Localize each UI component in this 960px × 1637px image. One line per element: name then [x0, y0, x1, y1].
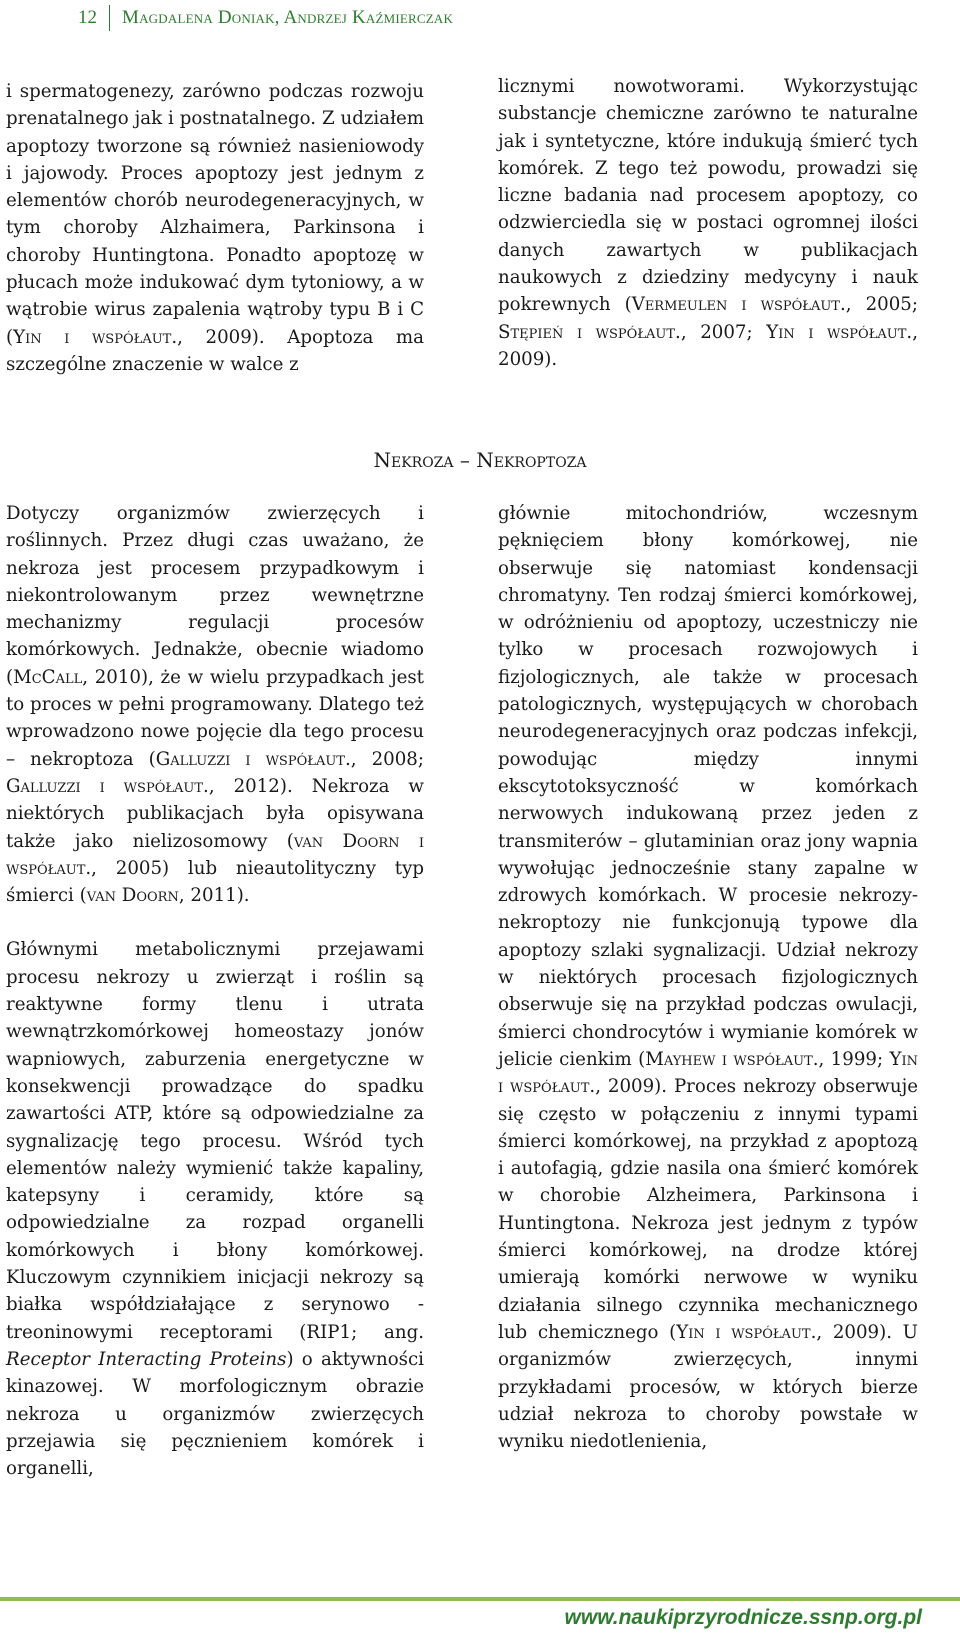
top-left-column [6, 78, 424, 378]
paragraph: licznymi nowotworami. Wykorzystując substancje chemiczne zarówno te naturalne jak i syntetyczne, które indukują śmierć tych komórek. Z tego też powodu, prowadzi się liczne badania nad procesem apoptozy, co odzwierciedla się w postaci ogromnej ilości danych zawartych w publikacjach naukowych z dziedziny medycyny i nauk pokrewnych (Vermeulen i współaut., 2005; Stępień i współaut., 2007; Yin i współaut., 2009). [498, 76, 919, 370]
citation: Yin i współaut. [766, 321, 913, 343]
bottom-left-column [6, 500, 424, 1482]
paragraph: Głównymi metabolicznymi przejawami procesu nekrozy u zwierząt i roślin są reaktywne formy tlenu i utrata wewnątrzkomórkowej homeostazy jonów wapniowych, zaburzenia energetyczne w konsekwencji prowadzące do spadku zawartości ATP, które są odpowiedzialne za sygnalizację tego procesu. Wśród tych elementów należy wymienić także kapaliny, katepsyny i ceramidy, które są odpowiedzialne za rozpad organelli komórkowych i błony komórkowej. Kluczowym czynnikiem inicjacji nekrozy są białka współdziałające z serynowo - treoninowymi receptorami (RIP1; ang. Receptor Interacting Proteins) o aktywności kinazowej. W morfologicznym obrazie nekroza u organizmów zwierzęcych przejawia się pęcznieniem komórek i organelli, [6, 939, 424, 1480]
citation: van Doorn i współaut. [6, 830, 424, 879]
citation: Yin i współaut. [676, 1321, 817, 1343]
page-number: 12 [78, 5, 110, 31]
footer-divider [0, 1597, 960, 1601]
running-header [78, 2, 453, 34]
citation: Galluzzi i współaut. [155, 748, 351, 770]
bottom-right-column [498, 500, 918, 1455]
citation: Yin i współaut. [498, 1048, 919, 1098]
paragraph: głównie mitochondriów, wczesnym pęknięciem błony komórkowej, nie obserwuje się natomiast kondensacji chromatyny. Ten rodzaj śmierci komórkowej, w odróżnieniu od apoptozy, uczestniczy nie tylko w procesach rozwojowych i fizjologicznych, ale także w procesach patologicznych, występujących w chorobach neurodegeneracyjnych oraz podczas infekcji, powodując między innymi ekscytotoksyczność w komórkach nerwowych indukowaną przez jeden z transmiterów – glutaminian oraz jony wapnia wywołując jednocześnie stany zapalne w zdrowych komórkach. W procesie nekrozy-nekroptozy nie funkcjonują typowe dla apoptozy szlaki sygnalizacji. Udział nekrozy w niektórych procesach fizjologicznych obserwuje się na przykład podczas owulacji, śmierci chondrocytów i wymianie komórek w jelicie cienkim (Mayhew i współaut., 1999; Yin i współaut., 2009). Proces nekrozy obserwuje się często w połączeniu z innymi typami śmierci komórkowej, na przykład z apoptozą i autofagią, gdzie nasila ona śmierć komórek w chorobie Alzheimera, Parkinsona i Huntingtona. Nekroza jest jednym z typów śmierci komórkowej, na drodze której umierają komórki nerwowe w wyniku działania silnego czynnika mechanicznego lub chemicznego (Yin i współaut., 2009). U organizmów zwierzęcych, innymi przykładami procesów, w których bierze udział nekroza to choroby powstałe w wyniku niedotlenienia, [498, 503, 919, 1453]
paragraph: i spermatogenezy, zarówno podczas rozwoju prenatalnego jak i postnatalnego. Z udziałem apoptozy tworzone są również nasieniowody i jajowody. Proces apoptozy jest jednym z elementów chorób neurodegeneracyjnych, w tym choroby Alzhaimera, Parkinsona i choroby Huntingtona. Ponadto apoptozę w płucach może indukować dym tytoniowy, a w wątrobie wirus zapalenia wątroby typu B i C (Yin i współaut., 2009). Apoptoza ma szczególne znaczenie w walce z [6, 81, 424, 375]
citation: van Doorn [86, 885, 179, 907]
citation: Stępień i współaut. [498, 321, 681, 343]
section-heading: Nekroza – Nekroptoza [373, 448, 587, 472]
top-right-column [498, 73, 918, 373]
header-authors: Magdalena Doniak, Andrzej Kaźmierczak [122, 7, 454, 28]
citation: Mayhew i współaut. [645, 1048, 819, 1070]
citation: Yin i współaut. [13, 326, 178, 348]
citation: Galluzzi i współaut. [6, 775, 209, 797]
italic-term: Receptor Interacting Proteins [6, 1348, 287, 1370]
citation: McCall [13, 666, 83, 688]
footer-url[interactable]: www.naukiprzyrodnicze.ssnp.org.pl [564, 1606, 922, 1629]
paragraph: Dotyczy organizmów zwierzęcych i roślinnych. Przez długi czas uważano, że nekroza jest procesem przypadkowym i niekontrolowanym przez wewnętrzne mechanizmy regulacji procesów komórkowych. Jednakże, obecnie wiadomo (McCall, 2010), że w wielu przypadkach jest to proces w pełni programowany. Dlatego też wprowadzono nowe pojęcie dla tego procesu – nekroptoza (Galluzzi i współaut., 2008; Galluzzi i współaut., 2012). Nekroza w niektórych publikacjach była opisywana także jako nielizosomowy (van Doorn i współaut., 2005) lub nieautolityczny typ śmierci (van Doorn, 2011). [6, 503, 424, 907]
citation: Vermeulen i współaut. [631, 294, 846, 316]
